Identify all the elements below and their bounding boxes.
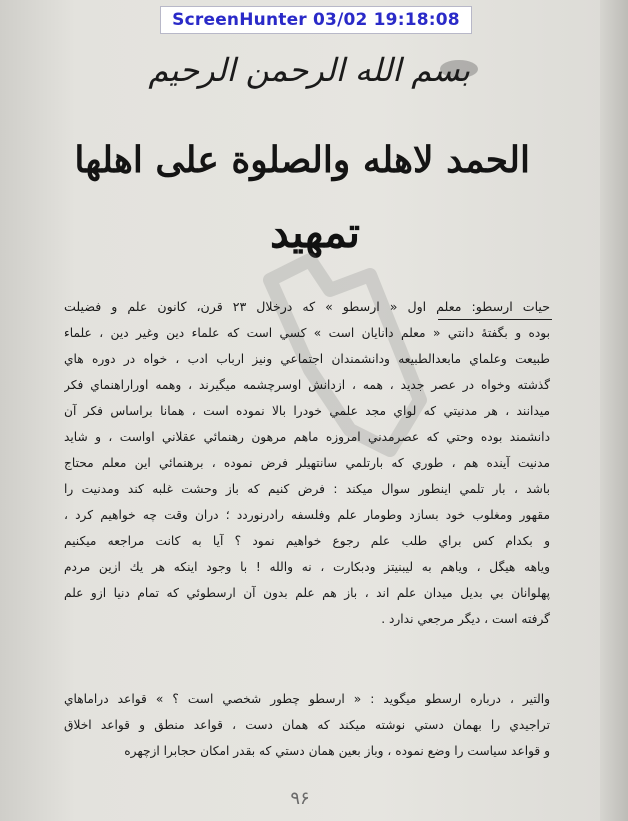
text-line: پهلوانان بي بديل ميدان علم اند ، باز هم علم بدون آن ارسطوئي كه تمام دنيا ازو علم xyxy=(64,586,550,600)
text-line: گذشته وخواه در عصر جديد ، همه ، ازدانش اوسرچشمه ميگيرند ، وهمه اوراراهنماي فكر xyxy=(64,378,550,392)
text-line: طبيعت وعلماي مابعدالطبيعه ودانشمندان اجتماعي ونيز ارباب ادب ، خواه در دوره هاي xyxy=(64,352,550,366)
text-line: مدنيت آينده هم ، طوري كه بارتلمي سانتهيلر فرض نموده ، برهنمائي اين معلم محتاج xyxy=(64,456,550,470)
text-line: گرفته است ، ديگر مرجعي ندارد . xyxy=(381,612,550,626)
text-line: باشد ، بار تلمي اينطور سوال ميكند : فرض كنيم كه باز وحشت غلبه كند ومدنيت را xyxy=(64,482,550,496)
text-line: حيات ارسطو: معلم اول « ارسطو » كه درخلال ۲۳ قرن، كانون علم و فضيلت xyxy=(64,299,550,314)
basmala-calligraphy: بسم الله الرحمن الرحيم xyxy=(148,51,470,89)
text-line: بوده و بگفتهٔ دانتي « معلم دانايان است » كسي است كه علماء دين وغير دين ، علماء xyxy=(64,326,550,340)
section-title: تمهيد xyxy=(269,208,361,257)
text-line: و قواعد سياست را وضع نموده ، وباز بعين همان دستي كه بقدر امكان حجابرا ازچهره xyxy=(124,744,550,758)
text-line: والتير ، درباره ارسطو ميگويد : « ارسطو چطور شخصي است ؟ » قواعد دراماهاي xyxy=(64,692,550,706)
screenhunter-watermark: ScreenHunter 03/02 19:18:08 xyxy=(160,6,472,34)
hamd-calligraphy: الحمد لاهله والصلوة على اهلها xyxy=(74,139,530,181)
text-line: ميدانند ، هر مدنيتي كه لواي مجد علمي خودرا بالا نموده است ، همانا براساس فكر آن xyxy=(64,404,550,418)
text-line: مقهور ومغلوب خود بسازد وطومار علم وفلسفه رادرنوردد ؛ دران وقت چه خواهيم كرد ، xyxy=(64,508,550,522)
text-line: تراجيدي را بهمان دستي نوشته ميكند كه همان دست ، قواعد منطق و قواعد اخلاق xyxy=(64,718,550,732)
text-line: وياهه هيگل ، وياهم به ليبنيتز ودبكارت ، نه والله ! با وجود اينكه هر يك ازين مردم xyxy=(64,560,550,574)
text-line: دانشمند بوده وحتي كه عصرمدني امروزه ماهم مرهون رهنمائي عقلاني اواست ، و شايد xyxy=(64,430,550,444)
text-line: و بكدام كس براي طلب علم رجوع خواهيم نمود ؟ آيا به كانت مراجعه ميكنيم xyxy=(64,534,550,548)
paragraph-2 xyxy=(64,686,550,764)
page-number: ۹۶ xyxy=(290,788,310,809)
page-edge-shadow xyxy=(600,0,628,821)
paragraph-1 xyxy=(64,294,550,632)
